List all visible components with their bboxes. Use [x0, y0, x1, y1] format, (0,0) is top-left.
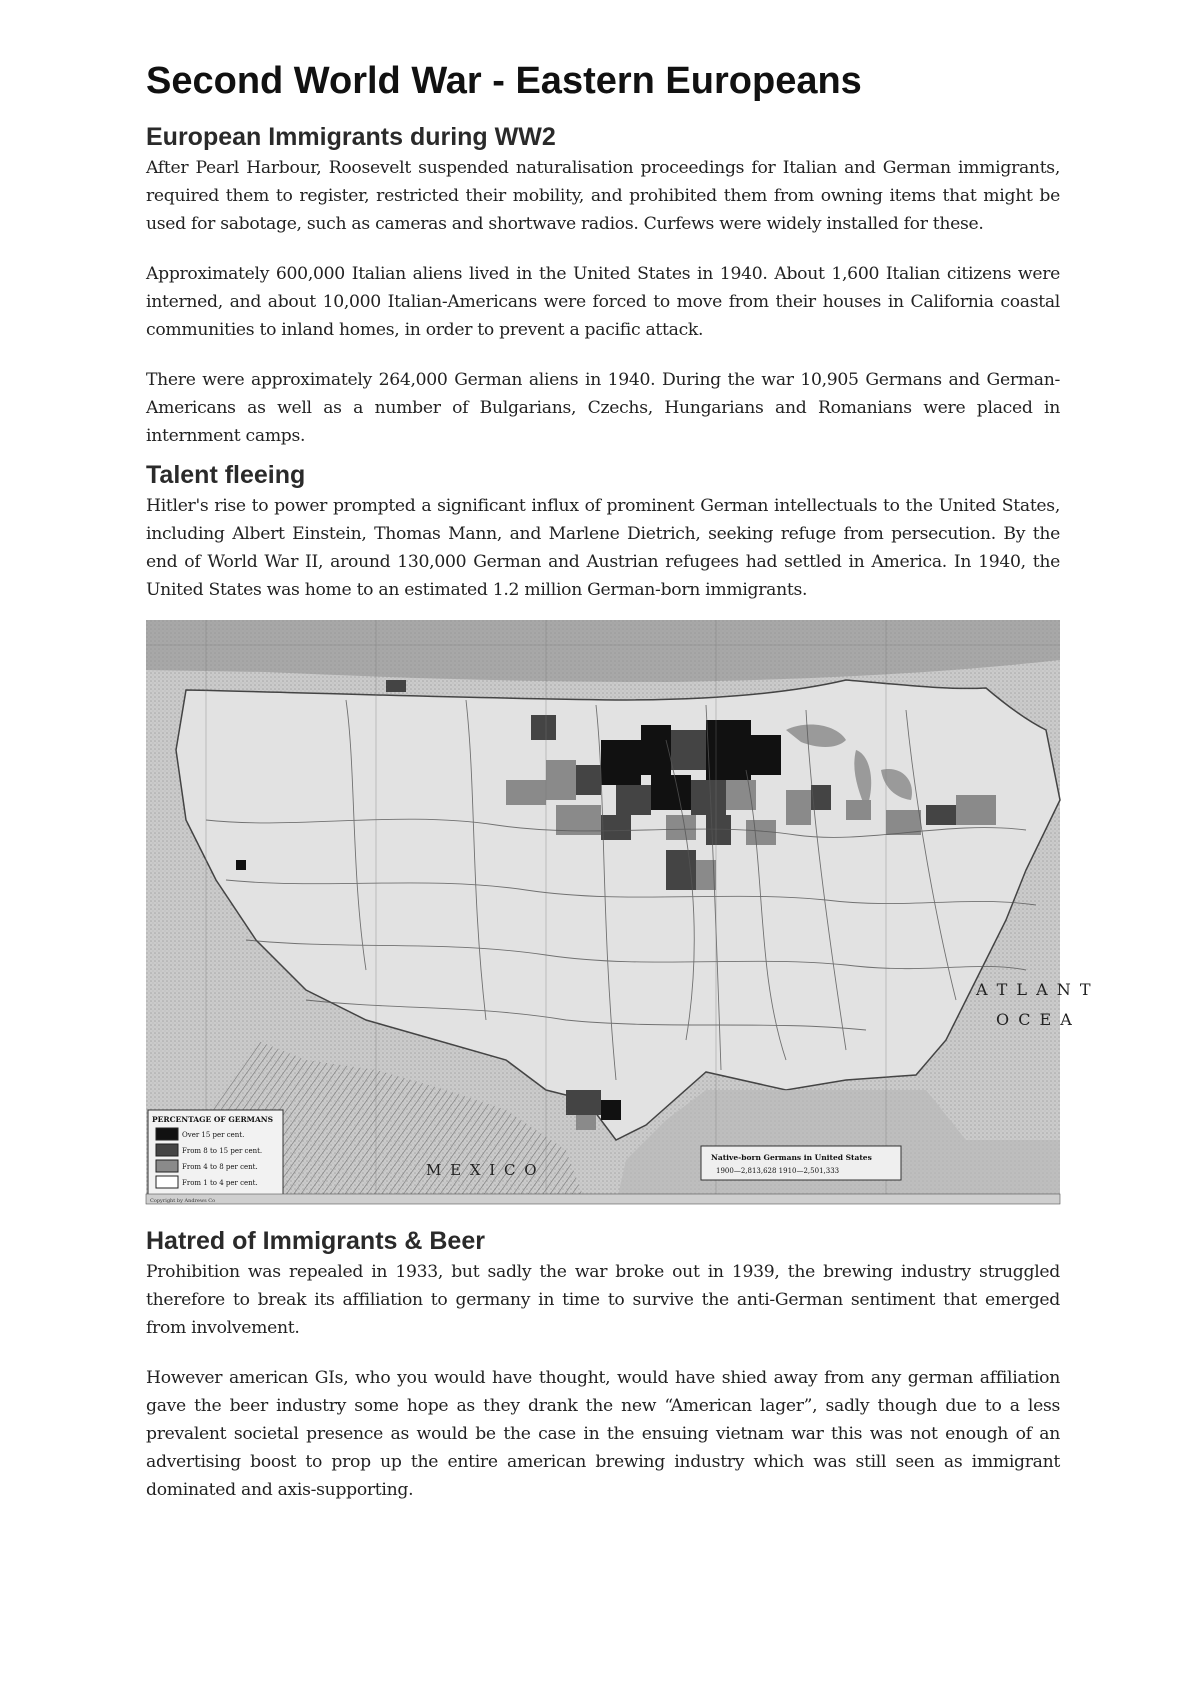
legend-label: From 4 to 8 per cent. [182, 1163, 258, 1171]
atlantic-label: A T L A N T [976, 980, 1093, 999]
map-image [146, 620, 1093, 1204]
legend-label: From 1 to 4 per cent. [182, 1179, 258, 1187]
paragraph: However american GIs, who you would have thought, would have shied away from any german affiliation gave the beer industry some hope as they drank the new “American lager”, sadly though due to a less prevalent societal presence as would be the case in the ensuing vietnam war this was not enough of an advertising boost to prop up the entire american brewing industry which was still seen as immigrant dominated and axis-supporting. [146, 1368, 1060, 1500]
section-heading-european-immigrants: European Immigrants during WW2 [146, 123, 556, 151]
legend-swatch [156, 1176, 178, 1188]
legend-swatch [156, 1160, 178, 1172]
paragraph: Prohibition was repealed in 1933, but sadly the war broke out in 1939, the brewing industry struggled therefore to break its affiliation to germany in time to survive the anti-German sentiment that emerged from involvement. [146, 1262, 1060, 1338]
page-title: Second World War - Eastern Europeans [146, 60, 862, 102]
german-population-map [146, 620, 1093, 1204]
paragraph: Hitler's rise to power prompted a significant influx of prominent German intellectuals to the United States, including Albert Einstein, Thomas Mann, and Marlene Dietrich, seeking refuge from persecution. By the end of World War II, around 130,000 German and Austrian refugees had settled in America. In 1940, the United States was home to an estimated 1.2 million German-born immigrants. [146, 496, 1060, 600]
inset-title: Native-born Germans in United States [711, 1153, 872, 1162]
ocean-label: O C E A [996, 1010, 1074, 1029]
map-credit: Copyright by Andrews Co [150, 1198, 216, 1204]
map-inset-box [701, 1146, 901, 1180]
legend-title: PERCENTAGE OF GERMANS [152, 1115, 274, 1124]
legend-swatch [156, 1144, 178, 1156]
legend-swatch [156, 1128, 178, 1140]
paragraph: There were approximately 264,000 German aliens in 1940. During the war 10,905 Germans and German-Americans as well as a number of Bulgarians, Czechs, Hungarians and Romanians were placed in internment camps. [146, 370, 1060, 446]
paragraph: After Pearl Harbour, Roosevelt suspended naturalisation proceedings for Italian and German immigrants, required them to register, restricted their mobility, and prohibited them from owning items that might be used for sabotage, such as cameras and shortwave radios. Curfews were widely installed for these. [146, 158, 1060, 234]
section-heading-talent-fleeing: Talent fleeing [146, 461, 306, 489]
paragraph: Approximately 600,000 Italian aliens lived in the United States in 1940. About 1,600 Italian citizens were interned, and about 10,000 Italian-Americans were forced to move from their houses in California coastal communities to inland homes, in order to prevent a pacific attack. [146, 264, 1060, 340]
map-legend [148, 1110, 283, 1195]
section-heading-hatred-of-immigrants: Hatred of Immigrants & Beer [146, 1227, 485, 1255]
legend-label: Over 15 per cent. [182, 1131, 245, 1139]
document-page [146, 58, 1093, 1526]
mexico-label: M E X I C O [426, 1161, 539, 1179]
inset-values: 1900—2,813,628 1910—2,501,333 [716, 1167, 840, 1175]
legend-label: From 8 to 15 per cent. [182, 1147, 263, 1155]
